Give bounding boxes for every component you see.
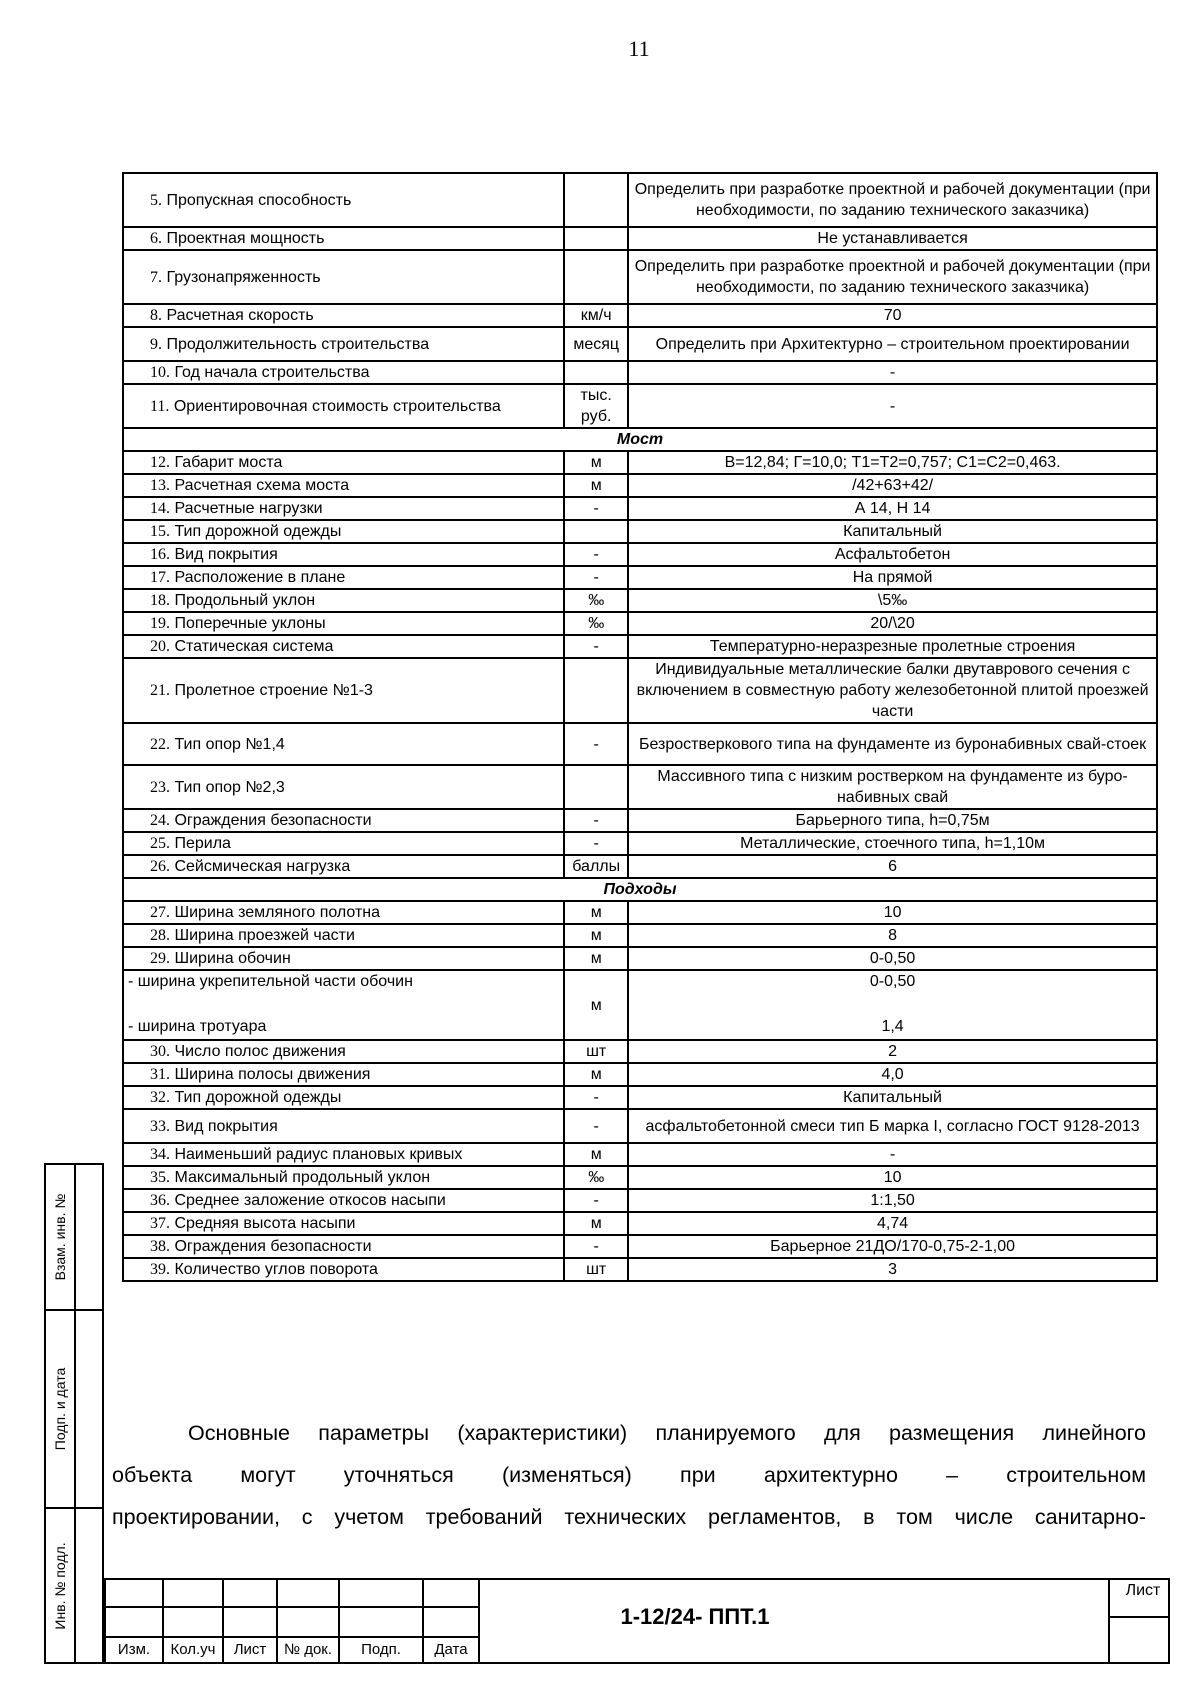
table-row — [123, 384, 1157, 428]
row-number: 26. — [150, 858, 170, 875]
row-name — [123, 361, 564, 384]
row-value: В=12,84; Г=10,0; Т1=Т2=0,757; С1=С2=0,463. — [628, 451, 1157, 474]
row-value: 70 — [628, 304, 1157, 327]
sub-row-names — [123, 970, 564, 1040]
page-number: 11 — [628, 36, 650, 61]
table-row — [123, 1258, 1157, 1281]
tb-podp: Подп. — [361, 1641, 401, 1658]
table-row — [123, 832, 1157, 855]
row-unit — [564, 658, 628, 723]
row-value: Барьерное 21ДО/170-0,75-2-1,00 — [628, 1235, 1157, 1258]
tb-ndok: № док. — [283, 1641, 333, 1658]
row-label: Сейсмическая нагрузка — [174, 858, 351, 875]
tb-data: Дата — [434, 1641, 468, 1658]
row-unit: м — [564, 924, 628, 947]
row-unit: км/ч — [564, 304, 628, 327]
row-name — [123, 520, 564, 543]
table-row — [123, 765, 1157, 809]
table-row — [123, 1235, 1157, 1258]
row-name — [123, 855, 564, 878]
row-name — [123, 832, 564, 855]
row-number: 38. — [150, 1238, 170, 1255]
table-row — [123, 304, 1157, 327]
row-name — [123, 1086, 564, 1109]
section-title: Подходы — [123, 878, 1157, 901]
paragraph-line-2: объекта могут уточняться (изменяться) при архитектурно – строительном — [112, 1463, 1146, 1487]
row-unit: м — [564, 1212, 628, 1235]
table-row — [123, 924, 1157, 947]
table-row — [123, 901, 1157, 924]
section-title: Мост — [123, 428, 1157, 451]
row-name — [123, 723, 564, 765]
row-unit: - — [564, 1235, 628, 1258]
row-value: 10 — [628, 1166, 1157, 1189]
row-value: 2 — [628, 1040, 1157, 1063]
row-label: Расчетные нагрузки — [174, 500, 323, 517]
row-unit — [564, 765, 628, 809]
row-value: 0-0,50 — [628, 947, 1157, 970]
row-label: Перила — [174, 835, 231, 852]
sub-value-2: 1,4 — [881, 1018, 904, 1035]
stamp-podp — [44, 1309, 104, 1509]
row-number: 21. — [150, 682, 170, 699]
row-label: Поперечные уклоны — [174, 615, 326, 632]
table-row — [123, 497, 1157, 520]
row-value: асфальтобетонной смеси тип Б марка I, согласно ГОСТ 9128-2013 — [628, 1109, 1157, 1143]
row-label: Год начала строительства — [174, 364, 370, 381]
row-value: Металлические, стоечного типа, h=1,10м — [628, 832, 1157, 855]
row-number: 6. — [150, 230, 162, 247]
row-number: 24. — [150, 812, 170, 829]
row-label: Расположение в плане — [174, 569, 346, 586]
row-value: 3 — [628, 1258, 1157, 1281]
row-name — [123, 304, 564, 327]
table-section-row — [123, 878, 1157, 901]
row-value: 6 — [628, 855, 1157, 878]
row-label: Среднее заложение откосов насыпи — [174, 1192, 446, 1209]
row-number: 19. — [150, 615, 170, 632]
row-value: Определить при разработке проектной и рабочей документации (при необходимости, по заданию технического заказчика) — [628, 173, 1157, 227]
row-unit: - — [564, 832, 628, 855]
row-number: 31. — [150, 1066, 170, 1083]
row-unit: шт — [564, 1040, 628, 1063]
table-row — [123, 566, 1157, 589]
row-label: Грузонапряженность — [166, 268, 321, 286]
row-value: Температурно-неразрезные пролетные строения — [628, 635, 1157, 658]
row-label: Тип дорожной одежды — [174, 523, 342, 540]
row-number: 14. — [150, 500, 170, 517]
row-label: Тип дорожной одежды — [174, 1089, 342, 1106]
row-value: - — [628, 1143, 1157, 1166]
row-value: 10 — [628, 901, 1157, 924]
row-unit: ‰ — [564, 589, 628, 612]
row-label: Вид покрытия — [174, 1117, 278, 1135]
row-unit: баллы — [564, 855, 628, 878]
table-row — [123, 250, 1157, 304]
table-row — [123, 612, 1157, 635]
row-value: 4,74 — [628, 1212, 1157, 1235]
row-label: Ограждения безопасности — [174, 1238, 372, 1255]
table-row — [123, 1109, 1157, 1143]
table-row — [123, 809, 1157, 832]
row-unit: м — [564, 451, 628, 474]
row-label: Проектная мощность — [166, 230, 325, 247]
tb-kol: Кол.уч — [170, 1641, 216, 1658]
row-name — [123, 901, 564, 924]
table-row — [123, 855, 1157, 878]
table-row — [123, 173, 1157, 227]
table-row — [123, 658, 1157, 723]
tb-list: Лист — [233, 1641, 267, 1658]
row-unit: ‰ — [564, 1166, 628, 1189]
row-label: Продолжительность строительства — [166, 335, 430, 353]
row-name — [123, 1166, 564, 1189]
stamp-inv — [44, 1507, 104, 1664]
tb-sheet-label: Лист — [1125, 1582, 1161, 1599]
row-unit: шт — [564, 1258, 628, 1281]
row-name — [123, 947, 564, 970]
table-row — [123, 1040, 1157, 1063]
row-label: Наименьший радиус плановых кривых — [174, 1146, 463, 1163]
row-value: \5‰ — [628, 589, 1157, 612]
row-number: 22. — [150, 735, 170, 753]
table-row — [123, 327, 1157, 361]
row-label: Ширина полосы движения — [174, 1066, 371, 1083]
table-row — [123, 543, 1157, 566]
row-name — [123, 612, 564, 635]
row-label: Ограждения безопасности — [174, 812, 372, 829]
row-label: Тип опор №1,4 — [174, 735, 285, 753]
row-value: Барьерного типа, h=0,75м — [628, 809, 1157, 832]
table-row — [123, 723, 1157, 765]
row-name — [123, 1189, 564, 1212]
row-value: 1:1,50 — [628, 1189, 1157, 1212]
paragraph-line-1: Основные параметры (характеристики) планируемого для размещения линейного — [188, 1421, 1146, 1445]
row-number: 35. — [150, 1169, 170, 1186]
row-unit: - — [564, 1109, 628, 1143]
row-label: Продольный уклон — [174, 592, 316, 609]
row-value: Индивидуальные металлические балки двутаврового сечения с включением в совместную работу железобетонной плитой проезжей части — [628, 658, 1157, 723]
table-row — [123, 635, 1157, 658]
row-value: 4,0 — [628, 1063, 1157, 1086]
row-number: 37. — [150, 1215, 170, 1232]
table-row — [123, 474, 1157, 497]
row-unit: - — [564, 1189, 628, 1212]
row-number: 13. — [150, 477, 170, 494]
stamp-podp-label: Подп. и дата — [52, 1367, 68, 1451]
row-number: 29. — [150, 950, 170, 967]
row-name — [123, 384, 564, 428]
table-row — [123, 1063, 1157, 1086]
row-name — [123, 173, 564, 227]
row-label: Средняя высота насыпи — [174, 1215, 356, 1232]
row-name — [123, 497, 564, 520]
row-number: 25. — [150, 835, 170, 852]
table-row — [123, 589, 1157, 612]
sub-name-2: - ширина тротуара — [128, 1018, 267, 1035]
row-unit: - — [564, 566, 628, 589]
table-row — [123, 1143, 1157, 1166]
row-name — [123, 451, 564, 474]
row-label: Максимальный продольный уклон — [174, 1169, 431, 1186]
row-name — [123, 924, 564, 947]
parameters-table — [122, 172, 1158, 1282]
row-value: Определить при разработке проектной и рабочей документации (при необходимости, по заданию технического заказчика) — [628, 250, 1157, 304]
row-name — [123, 474, 564, 497]
row-unit: - — [564, 1086, 628, 1109]
table-row — [123, 520, 1157, 543]
row-value: - — [628, 384, 1157, 428]
row-label: Количество углов поворота — [174, 1261, 378, 1278]
row-unit — [564, 227, 628, 250]
row-name — [123, 543, 564, 566]
row-label: Статическая система — [174, 638, 334, 655]
row-name — [123, 765, 564, 809]
row-name — [123, 1109, 564, 1143]
row-value: 20/\20 — [628, 612, 1157, 635]
row-name — [123, 589, 564, 612]
row-label: Ширина земляного полотна — [174, 904, 381, 921]
row-value: А 14, Н 14 — [628, 497, 1157, 520]
row-name — [123, 809, 564, 832]
sub-value-1: 0-0,50 — [869, 973, 916, 990]
table-row — [123, 451, 1157, 474]
row-name — [123, 566, 564, 589]
row-unit — [564, 250, 628, 304]
row-number: 39. — [150, 1261, 170, 1278]
paragraph-line-3: проектировании, с учетом требований технических регламентов, в том числе санитарно- — [112, 1505, 1146, 1529]
row-label: Ширина обочин — [174, 950, 291, 967]
row-number: 12. — [150, 454, 170, 471]
row-value: Безростверкового типа на фундаменте из буронабивных свай-стоек — [628, 723, 1157, 765]
row-number: 9. — [150, 335, 162, 353]
row-unit: - — [564, 809, 628, 832]
table-row — [123, 1189, 1157, 1212]
row-name — [123, 327, 564, 361]
table-row — [123, 227, 1157, 250]
row-label: Ширина проезжей части — [174, 927, 355, 944]
row-value: Капитальный — [628, 520, 1157, 543]
row-name — [123, 1063, 564, 1086]
row-number: 30. — [150, 1043, 170, 1060]
document-code: 1-12/24- ППТ.1 — [620, 1604, 770, 1629]
row-unit — [564, 520, 628, 543]
row-value: На прямой — [628, 566, 1157, 589]
row-label: Расчетная скорость — [166, 307, 314, 324]
row-number: 27. — [150, 904, 170, 921]
row-label: Вид покрытия — [174, 546, 278, 563]
row-value: Асфальтобетон — [628, 543, 1157, 566]
stamp-vzam-label: Взам. инв. № — [52, 1193, 68, 1281]
row-value: Капитальный — [628, 1086, 1157, 1109]
row-value: /42+63+42/ — [628, 474, 1157, 497]
row-unit: м — [564, 947, 628, 970]
row-value: Массивного типа с низким ростверком на фундаменте из буро-набивных свай — [628, 765, 1157, 809]
row-unit: - — [564, 497, 628, 520]
row-label: Тип опор №2,3 — [174, 778, 285, 796]
row-unit: месяц — [564, 327, 628, 361]
row-value: 8 — [628, 924, 1157, 947]
sub-row-values — [628, 970, 1157, 1040]
row-label: Пропускная способность — [166, 191, 352, 209]
row-unit: м — [564, 970, 628, 1040]
row-unit: м — [564, 1063, 628, 1086]
row-unit: м — [564, 474, 628, 497]
row-number: 11. — [150, 397, 170, 415]
row-name — [123, 1143, 564, 1166]
row-label: Габарит моста — [174, 454, 283, 471]
table-row — [123, 970, 1157, 1040]
row-value: - — [628, 361, 1157, 384]
row-number: 7. — [150, 268, 162, 286]
row-unit — [564, 361, 628, 384]
stamp-vzam — [44, 1163, 104, 1311]
row-value: Не устанавливается — [628, 227, 1157, 250]
row-unit: м — [564, 901, 628, 924]
row-name — [123, 1040, 564, 1063]
row-number: 34. — [150, 1146, 170, 1163]
row-number: 15. — [150, 523, 170, 540]
row-number: 16. — [150, 546, 170, 563]
row-number: 23. — [150, 778, 170, 796]
table-row — [123, 1212, 1157, 1235]
table-row — [123, 1166, 1157, 1189]
row-unit: - — [564, 543, 628, 566]
row-name — [123, 250, 564, 304]
row-name — [123, 227, 564, 250]
row-number: 32. — [150, 1089, 170, 1106]
row-number: 36. — [150, 1192, 170, 1209]
row-value: Определить при Архитектурно – строительном проектировании — [628, 327, 1157, 361]
stamp-inv-label: Инв. № подл. — [52, 1541, 68, 1630]
row-unit: ‰ — [564, 612, 628, 635]
table-row — [123, 947, 1157, 970]
sub-name-1: - ширина укрепительной части обочин — [128, 973, 413, 990]
title-block — [104, 1578, 1170, 1664]
tb-izm: Изм. — [117, 1641, 151, 1658]
row-name — [123, 1212, 564, 1235]
row-unit: тыс. руб. — [564, 384, 628, 428]
table-row — [123, 1086, 1157, 1109]
row-label: Число полос движения — [174, 1043, 346, 1060]
row-name — [123, 658, 564, 723]
row-unit: - — [564, 723, 628, 765]
row-label: Пролетное строение №1-3 — [174, 682, 373, 699]
row-number: 17. — [150, 569, 170, 586]
row-unit — [564, 173, 628, 227]
row-name — [123, 1235, 564, 1258]
body-paragraph — [112, 1412, 1146, 1538]
table-row — [123, 361, 1157, 384]
row-number: 10. — [150, 364, 170, 381]
row-label: Расчетная схема моста — [174, 477, 350, 494]
row-name — [123, 635, 564, 658]
row-number: 20. — [150, 638, 170, 655]
row-name — [123, 1258, 564, 1281]
row-number: 33. — [150, 1117, 170, 1135]
row-number: 18. — [150, 592, 170, 609]
row-label: Ориентировочная стоимость строительства — [173, 397, 501, 415]
row-number: 5. — [150, 191, 162, 209]
row-number: 28. — [150, 927, 170, 944]
row-unit: м — [564, 1143, 628, 1166]
row-number: 8. — [150, 307, 162, 324]
row-unit: - — [564, 635, 628, 658]
table-section-row — [123, 428, 1157, 451]
